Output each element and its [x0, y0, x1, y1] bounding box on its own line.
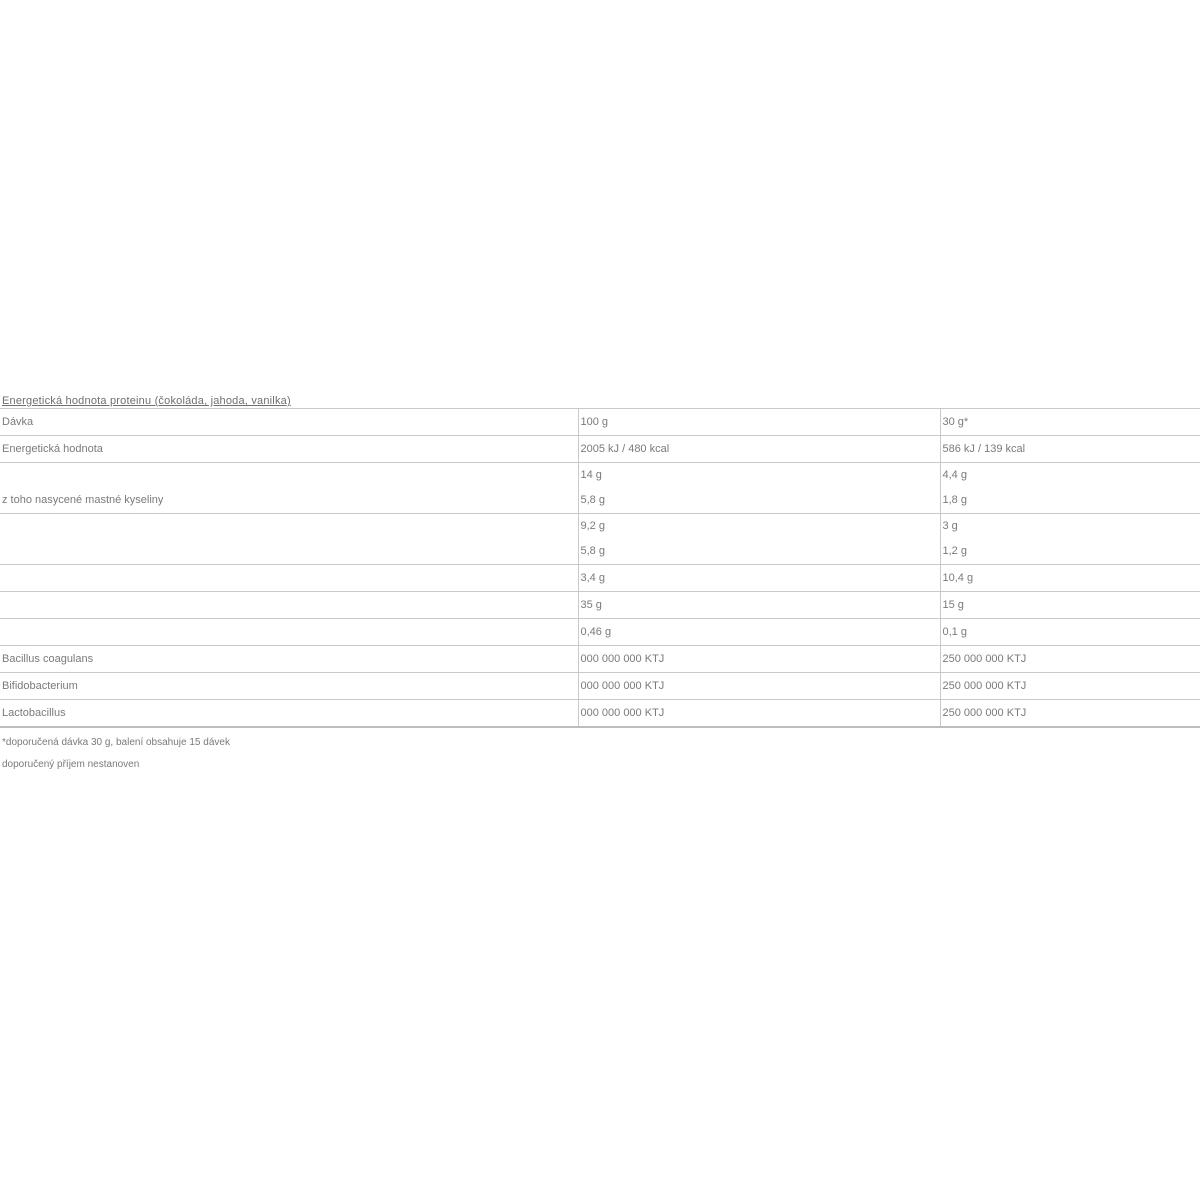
- value-per-100g: 9,2 g: [580, 520, 605, 532]
- row-label: Lactobacillus: [2, 707, 66, 719]
- table-row: [0, 700, 1200, 728]
- value-per-100g-group: [578, 463, 940, 514]
- footnote: doporučený příjem nestanoven: [2, 759, 140, 770]
- table-row: [0, 673, 1200, 700]
- value-per-serving: 4,4 g: [942, 469, 967, 481]
- value-per-serving: 586 kJ / 139 kcal: [940, 436, 1200, 463]
- row-label: Energetická hodnota: [2, 443, 103, 455]
- row-label: Dávka: [2, 416, 34, 428]
- value-per-100g: 0,46 g: [578, 619, 940, 646]
- value-per-100g: 5,8 g: [580, 545, 605, 557]
- footnotes: [0, 732, 1200, 776]
- value-per-100g: 5,8 g: [580, 494, 605, 506]
- value-per-serving: 1,2 g: [942, 545, 967, 557]
- value-per-serving: 0,1 g: [940, 619, 1200, 646]
- row-label: [0, 592, 578, 619]
- nutrition-table: [0, 408, 1200, 728]
- value-per-serving: 250 000 000 KTJ: [940, 646, 1200, 673]
- row-label: z toho nasycené mastné kyseliny: [2, 494, 164, 506]
- row-label-group: [0, 463, 578, 514]
- row-label: [2, 514, 578, 539]
- row-label-group: [0, 514, 578, 565]
- row-label: [2, 539, 578, 564]
- row-label: Bifidobacterium: [2, 680, 78, 692]
- value-per-serving: 250 000 000 KTJ: [940, 673, 1200, 700]
- value-per-serving: 3 g: [942, 520, 958, 532]
- table-row: [0, 409, 1200, 436]
- value-per-100g: 000 000 000 KTJ: [578, 673, 940, 700]
- table-row: [0, 646, 1200, 673]
- value-per-100g: 100 g: [578, 409, 940, 436]
- value-per-100g: 3,4 g: [578, 565, 940, 592]
- table-title: Energetická hodnota proteinu (čokoláda, jahoda, vanilka): [2, 395, 291, 407]
- value-per-100g: 2005 kJ / 480 kcal: [578, 436, 940, 463]
- value-per-serving-group: [940, 463, 1200, 514]
- table-row: [0, 619, 1200, 646]
- footnote: *doporučená dávka 30 g, balení obsahuje 15 dávek: [2, 737, 230, 748]
- value-per-100g: 000 000 000 KTJ: [578, 700, 940, 728]
- nutrition-document: [0, 394, 1200, 776]
- value-per-serving: 10,4 g: [940, 565, 1200, 592]
- value-per-100g: 000 000 000 KTJ: [578, 646, 940, 673]
- table-row: [0, 592, 1200, 619]
- table-row: [0, 436, 1200, 463]
- value-per-serving-group: [940, 514, 1200, 565]
- table-row: [0, 514, 1200, 565]
- value-per-100g-group: [578, 514, 940, 565]
- row-label: [2, 463, 578, 488]
- value-per-100g: 14 g: [580, 469, 602, 481]
- value-per-serving: 250 000 000 KTJ: [940, 700, 1200, 728]
- row-label: Bacillus coagulans: [2, 653, 94, 665]
- row-label: [0, 565, 578, 592]
- value-per-serving: 15 g: [940, 592, 1200, 619]
- value-per-100g: 35 g: [578, 592, 940, 619]
- value-per-serving: 30 g*: [940, 409, 1200, 436]
- table-row: [0, 463, 1200, 514]
- value-per-serving: 1,8 g: [942, 494, 967, 506]
- row-label: [0, 619, 578, 646]
- table-row: [0, 565, 1200, 592]
